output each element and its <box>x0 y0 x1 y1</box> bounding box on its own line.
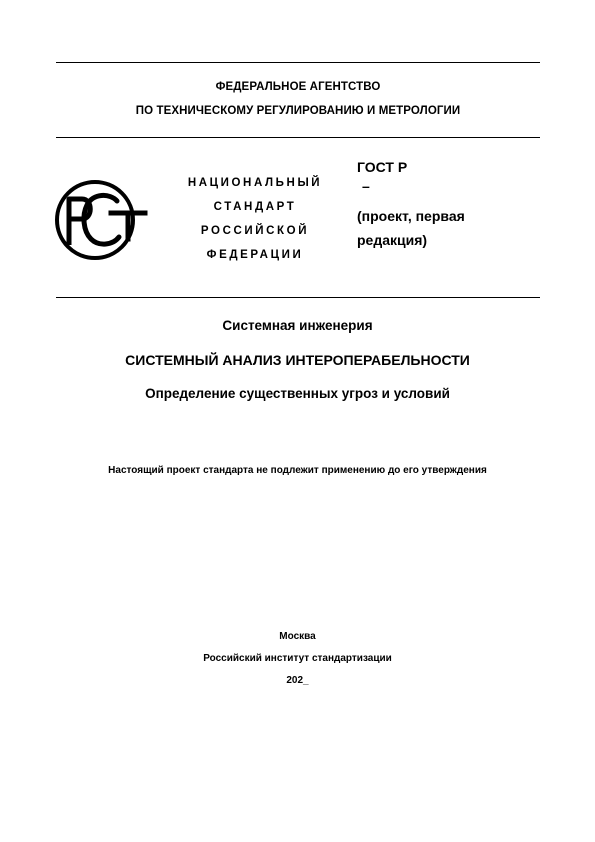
standard-type-line-4: ФЕДЕРАЦИИ <box>206 249 304 261</box>
subtitle: Определение существенных угроз и условий <box>145 386 450 401</box>
designation-note <box>357 204 537 252</box>
series-title: Системная инженерия <box>222 318 373 333</box>
top-rule <box>56 62 540 63</box>
designation-code: ГОСТ Р <box>357 159 408 175</box>
designation-block <box>357 158 537 252</box>
title-rule <box>56 297 540 298</box>
standard-type-line-1: НАЦИОНАЛЬНЫЙ <box>187 177 323 189</box>
agency-line-2: ПО ТЕХНИЧЕСКОМУ РЕГУЛИРОВАНИЮ И МЕТРОЛОГИИ <box>135 105 461 117</box>
rst-logo-icon <box>55 177 153 263</box>
header-rule <box>56 137 540 138</box>
standard-type-line-2: СТАНДАРТ <box>213 201 297 213</box>
standard-type <box>160 171 350 267</box>
designation-note-line-2: редакция) <box>357 232 428 248</box>
designation-note-line-1: (проект, первая <box>357 208 465 224</box>
imprint-year: 202_ <box>286 675 309 686</box>
main-title: СИСТЕМНЫЙ АНАЛИЗ ИНТЕРОПЕРАБЕЛЬНОСТИ <box>125 352 470 368</box>
standard-type-line-3: РОССИЙСКОЙ <box>200 225 310 237</box>
imprint-city: Москва <box>279 631 316 642</box>
agency-line-1: ФЕДЕРАЛЬНОЕ АГЕНТСТВО <box>215 81 381 93</box>
designation-number: – <box>362 178 370 194</box>
draft-notice: Настоящий проект стандарта не подлежит применению до его утверждения <box>108 465 487 476</box>
imprint-publisher: Российский институт стандартизации <box>203 653 392 664</box>
